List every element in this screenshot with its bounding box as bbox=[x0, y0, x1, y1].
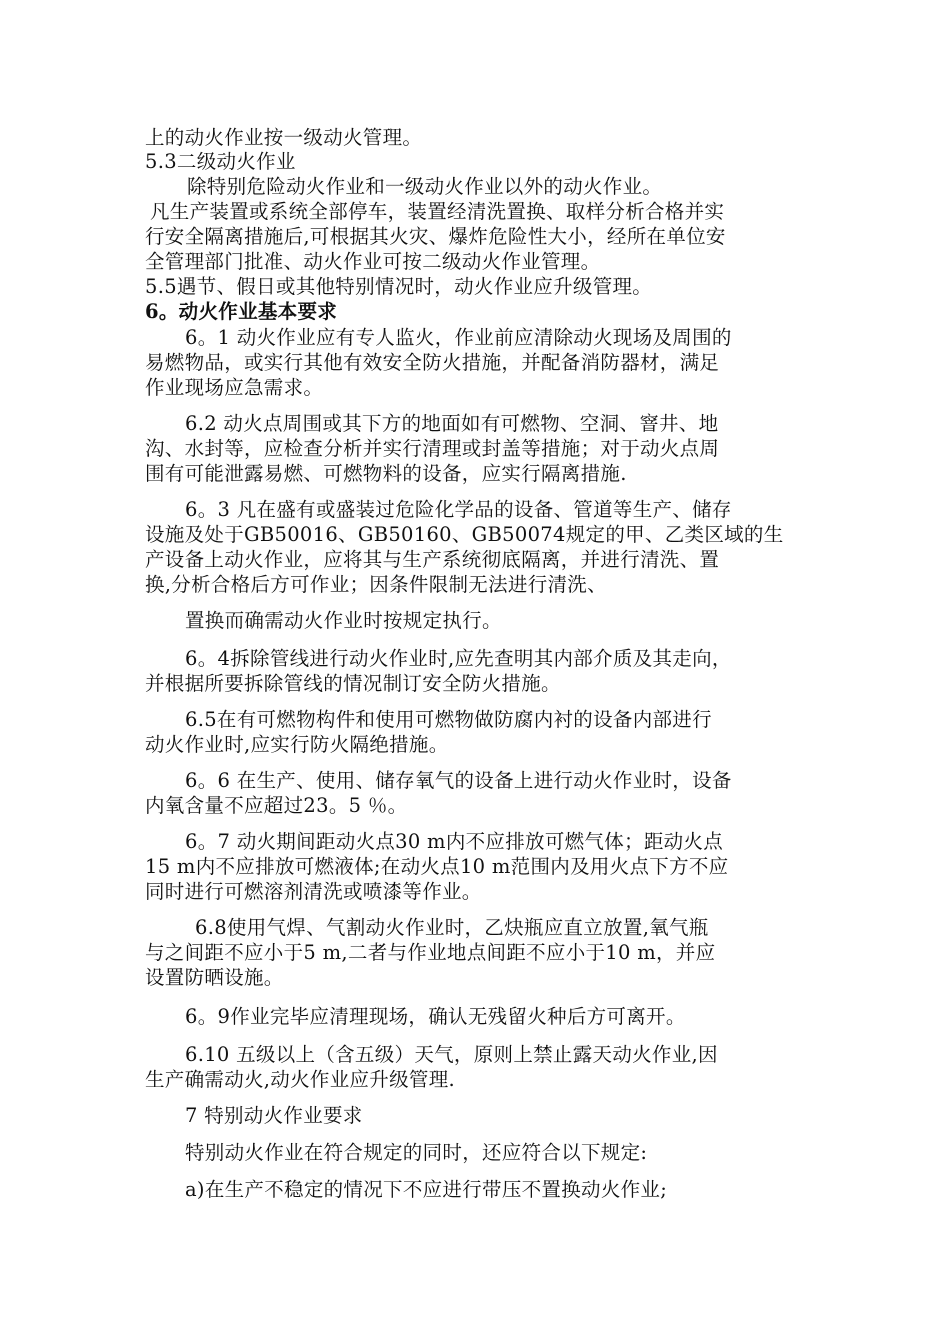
text-line: 置换而确需动火作业时按规定执行。 bbox=[185, 609, 502, 632]
text-line: 6.8使用气焊、气割动火作业时，乙炔瓶应直立放置,氧气瓶 bbox=[195, 916, 709, 939]
text-line: 设施及处于GB50016、GB50160、GB50074规定的甲、乙类区域的生 bbox=[145, 523, 784, 546]
text-line: 6。6 在生产、使用、储存氧气的设备上进行动火作业时，设备 bbox=[185, 769, 732, 792]
text-line: 产设备上动火作业，应将其与生产系统彻底隔离，并进行清洗、置 bbox=[145, 548, 720, 571]
section-heading: 6。动火作业基本要求 bbox=[145, 300, 338, 323]
text-line: 与之间距不应小于5 m,二者与作业地点间距不应小于10 m，并应 bbox=[145, 941, 716, 964]
text-line: 6。9作业完毕应清理现场，确认无残留火种后方可离开。 bbox=[185, 1005, 686, 1028]
text-line: a)在生产不稳定的情况下不应进行带压不置换动火作业; bbox=[185, 1178, 668, 1201]
text-line: 6.5在有可燃物构件和使用可燃物做防腐内衬的设备内部进行 bbox=[185, 708, 712, 731]
text-line: 特别动火作业在符合规定的同时，还应符合以下规定: bbox=[185, 1141, 648, 1164]
text-line: 6。3 凡在盛有或盛装过危险化学品的设备、管道等生产、储存 bbox=[185, 498, 732, 521]
section-heading: 5.3二级动火作业 bbox=[145, 150, 296, 173]
text-line: 生产确需动火,动火作业应升级管理. bbox=[145, 1068, 455, 1091]
text-line: 6。1 动火作业应有专人监火，作业前应清除动火现场及周围的 bbox=[185, 326, 732, 349]
text-line: 动火作业时,应实行防火隔绝措施。 bbox=[145, 733, 449, 756]
text-line: 沟、水封等，应检查分析并实行清理或封盖等措施；对于动火点周 bbox=[145, 437, 720, 460]
text-line: 作业现场应急需求。 bbox=[145, 376, 324, 399]
text-line: 上的动火作业按一级动火管理。 bbox=[145, 126, 423, 149]
text-line: 换,分析合格后方可作业；因条件限制无法进行清洗、 bbox=[145, 573, 607, 596]
text-line: 6.2 动火点周围或其下方的地面如有可燃物、空洞、窨井、地 bbox=[185, 412, 719, 435]
text-line: 6.10 五级以上（含五级）天气，原则上禁止露天动火作业,因 bbox=[185, 1043, 718, 1066]
text-line: 内氧含量不应超过23。5 ％。 bbox=[145, 794, 408, 817]
text-line: 凡生产装置或系统全部停车，装置经清洗置换、取样分析合格并实 bbox=[150, 200, 725, 223]
text-line: 全管理部门批准、动火作业可按二级动火作业管理。 bbox=[145, 250, 601, 273]
text-line: 同时进行可燃溶剂清洗或喷漆等作业。 bbox=[145, 880, 482, 903]
text-line: 设置防晒设施。 bbox=[145, 966, 284, 989]
text-line: 5.5遇节、假日或其他特别情况时，动火作业应升级管理。 bbox=[145, 275, 653, 298]
text-line: 6。4拆除管线进行动火作业时,应先查明其内部介质及其走向， bbox=[185, 647, 732, 670]
text-line: 围有可能泄露易燃、可燃物料的设备，应实行隔离措施. bbox=[145, 462, 627, 485]
text-line: 并根据所要拆除管线的情况制订安全防火措施。 bbox=[145, 672, 561, 695]
text-line: 6。7 动火期间距动火点30 m内不应排放可燃气体；距动火点 bbox=[185, 830, 724, 853]
text-line: 15 m内不应排放可燃液体;在动火点10 m范围内及用火点下方不应 bbox=[145, 855, 729, 878]
text-line: 除特别危险动火作业和一级动火作业以外的动火作业。 bbox=[187, 175, 663, 198]
text-line: 行安全隔离措施后,可根据其火灾、爆炸危险性大小，经所在单位安 bbox=[145, 225, 726, 248]
section-heading: 7 特别动火作业要求 bbox=[185, 1104, 363, 1127]
text-line: 易燃物品，或实行其他有效安全防火措施，并配备消防器材，满足 bbox=[145, 351, 720, 374]
